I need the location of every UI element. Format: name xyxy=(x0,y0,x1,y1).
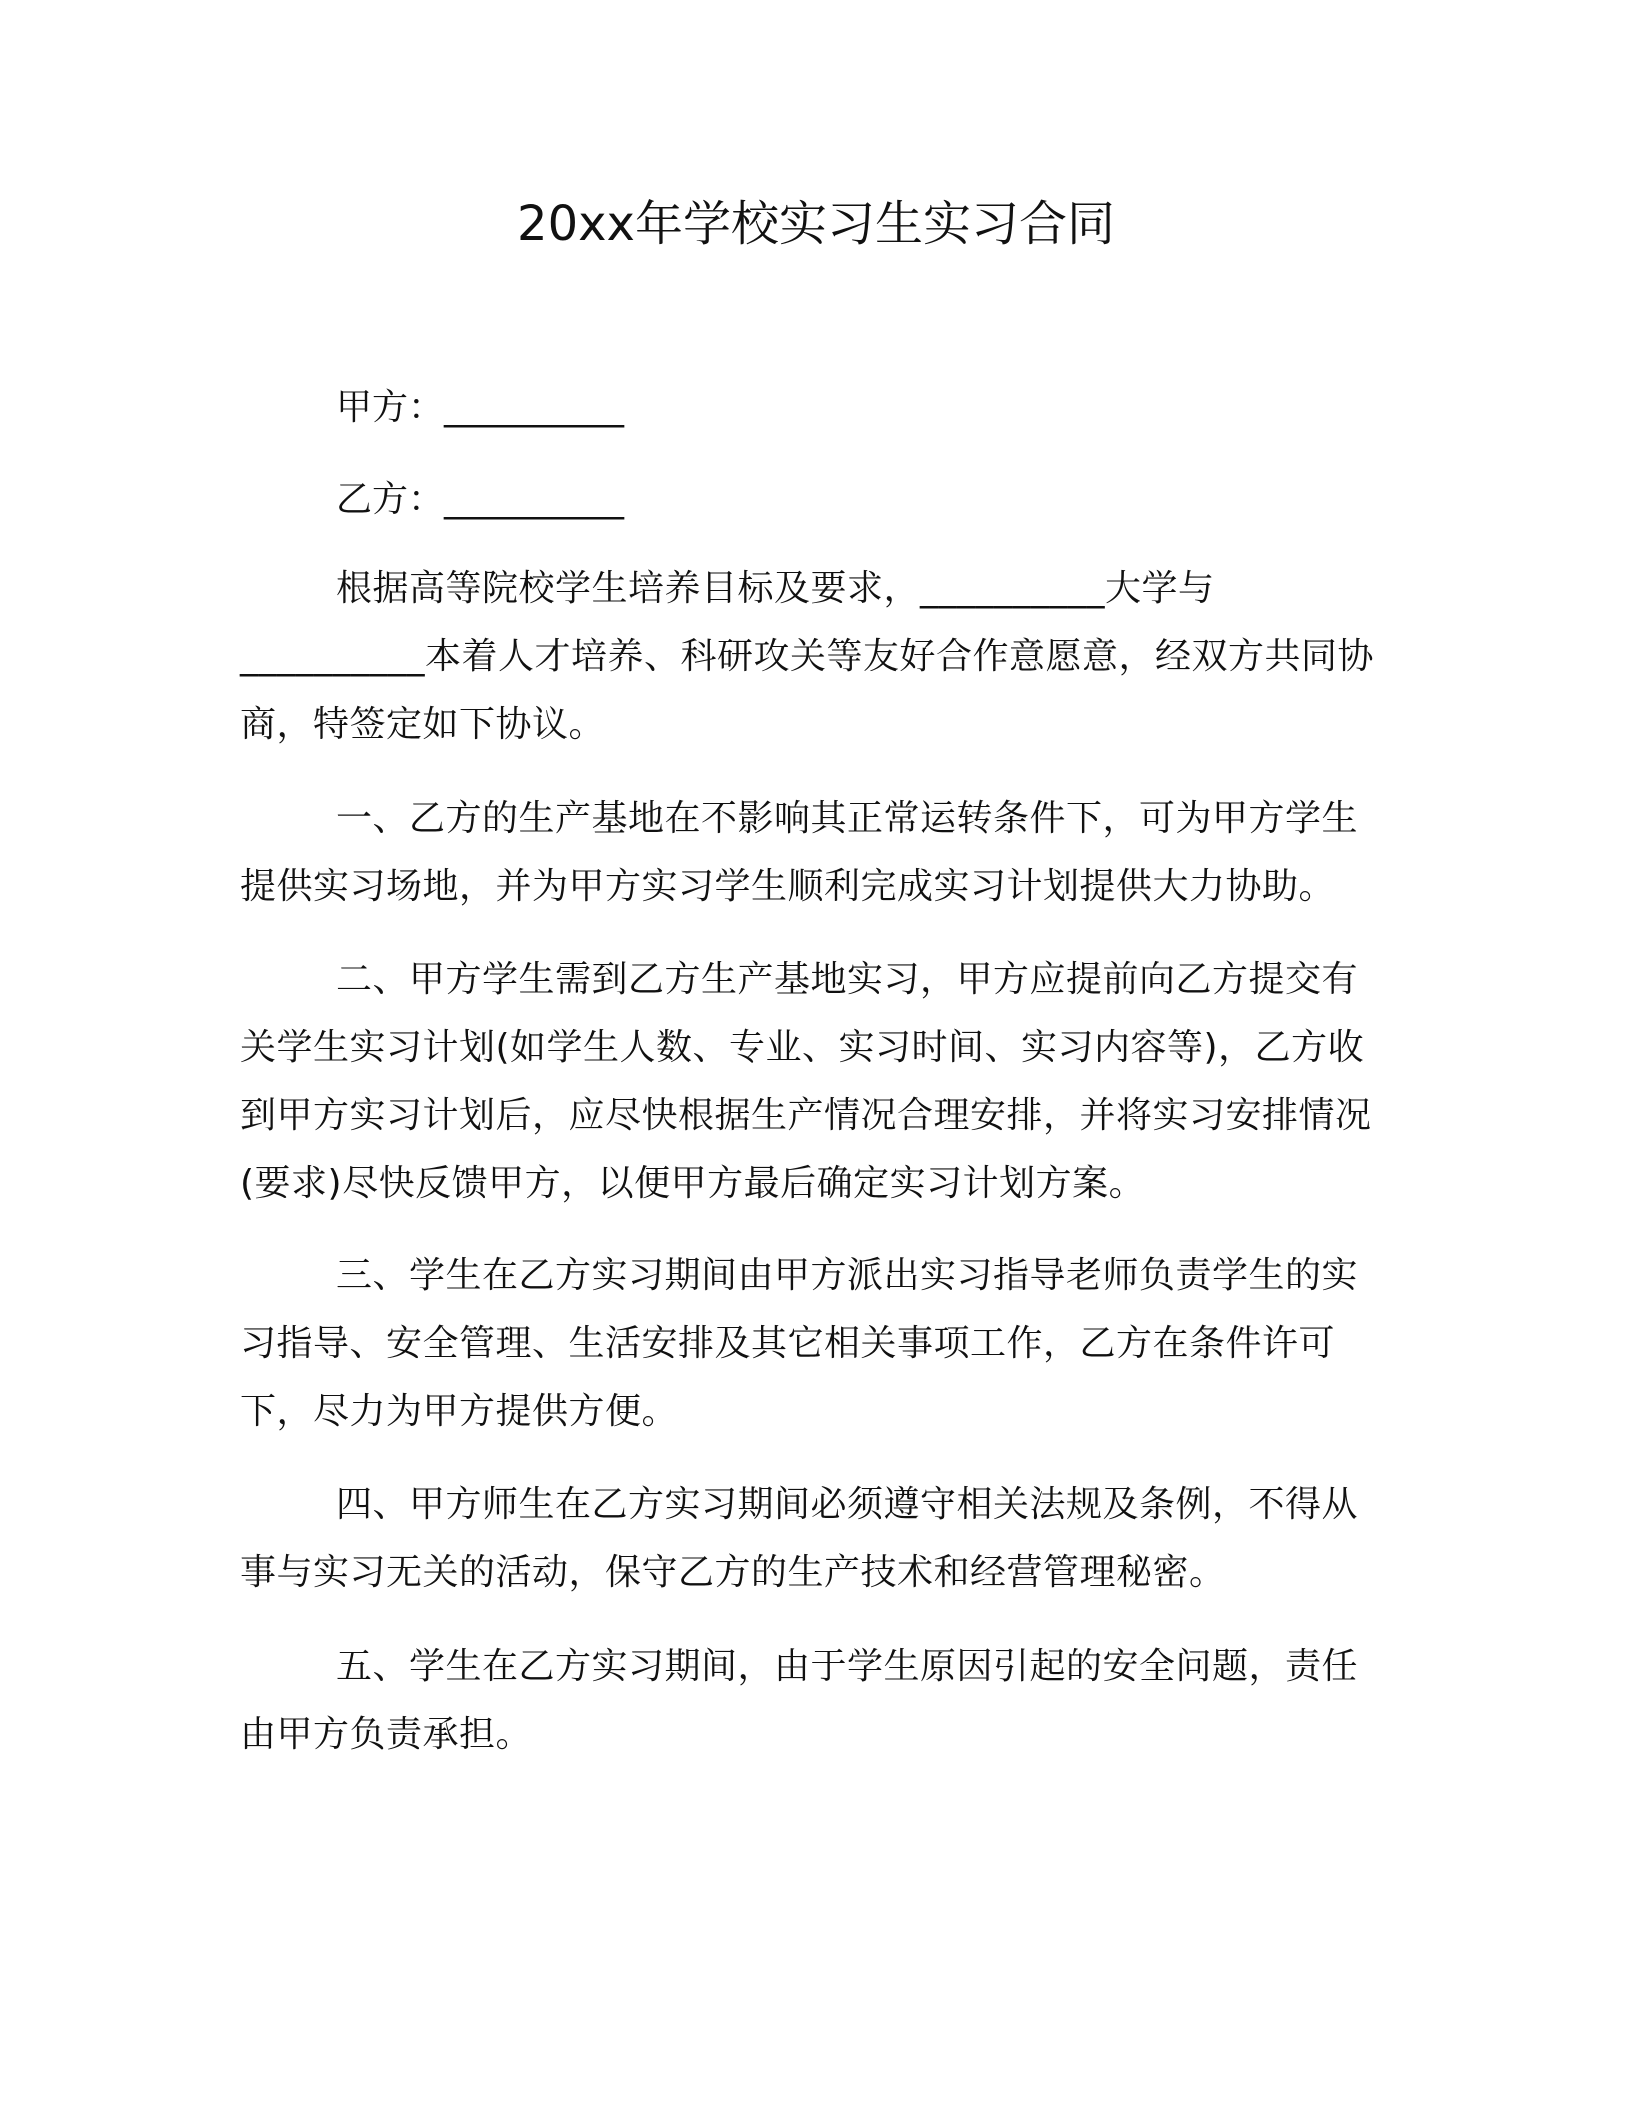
document-title: 20xx年学校实习生实习合同 xyxy=(517,196,1115,252)
clause-5-paragraph: 五、学生在乙方实习期间，由于学生原因引起的安全问题，责任由甲方负责承担。 xyxy=(240,1646,1359,1755)
clause-4-paragraph: 四、甲方师生在乙方实习期间必须遵守相关法规及条例，不得从事与实习无关的活动，保守乙方的生产技术和经营管理秘密。 xyxy=(240,1484,1359,1593)
clause-2-paragraph: 二、甲方学生需到乙方生产基地实习，甲方应提前向乙方提交有关学生实习计划(如学生人数、专业、实习时间、实习内容等)，乙方收到甲方实习计划后，应尽快根据生产情况合理安排，并将实习安排情况(要求)尽快反馈甲方，以便甲方最后确定实习计划方案。 xyxy=(240,959,1372,1204)
party-b-line: 乙方：__________ xyxy=(336,479,625,520)
party-a-line: 甲方：__________ xyxy=(336,387,625,428)
intro-paragraph: 根据高等院校学生培养目标及要求，__________大学与__________本着人才培养、科研攻关等友好合作意愿意，经双方共同协商，特签定如下协议。 xyxy=(240,568,1375,745)
clause-3-paragraph: 三、学生在乙方实习期间由甲方派出实习指导老师负责学生的实习指导、安全管理、生活安排及其它相关事项工作，乙方在条件许可下，尽力为甲方提供方便。 xyxy=(240,1255,1359,1432)
clause-1-paragraph: 一、乙方的生产基地在不影响其正常运转条件下，可为甲方学生提供实习场地，并为甲方实习学生顺利完成实习计划提供大力协助。 xyxy=(240,798,1359,907)
